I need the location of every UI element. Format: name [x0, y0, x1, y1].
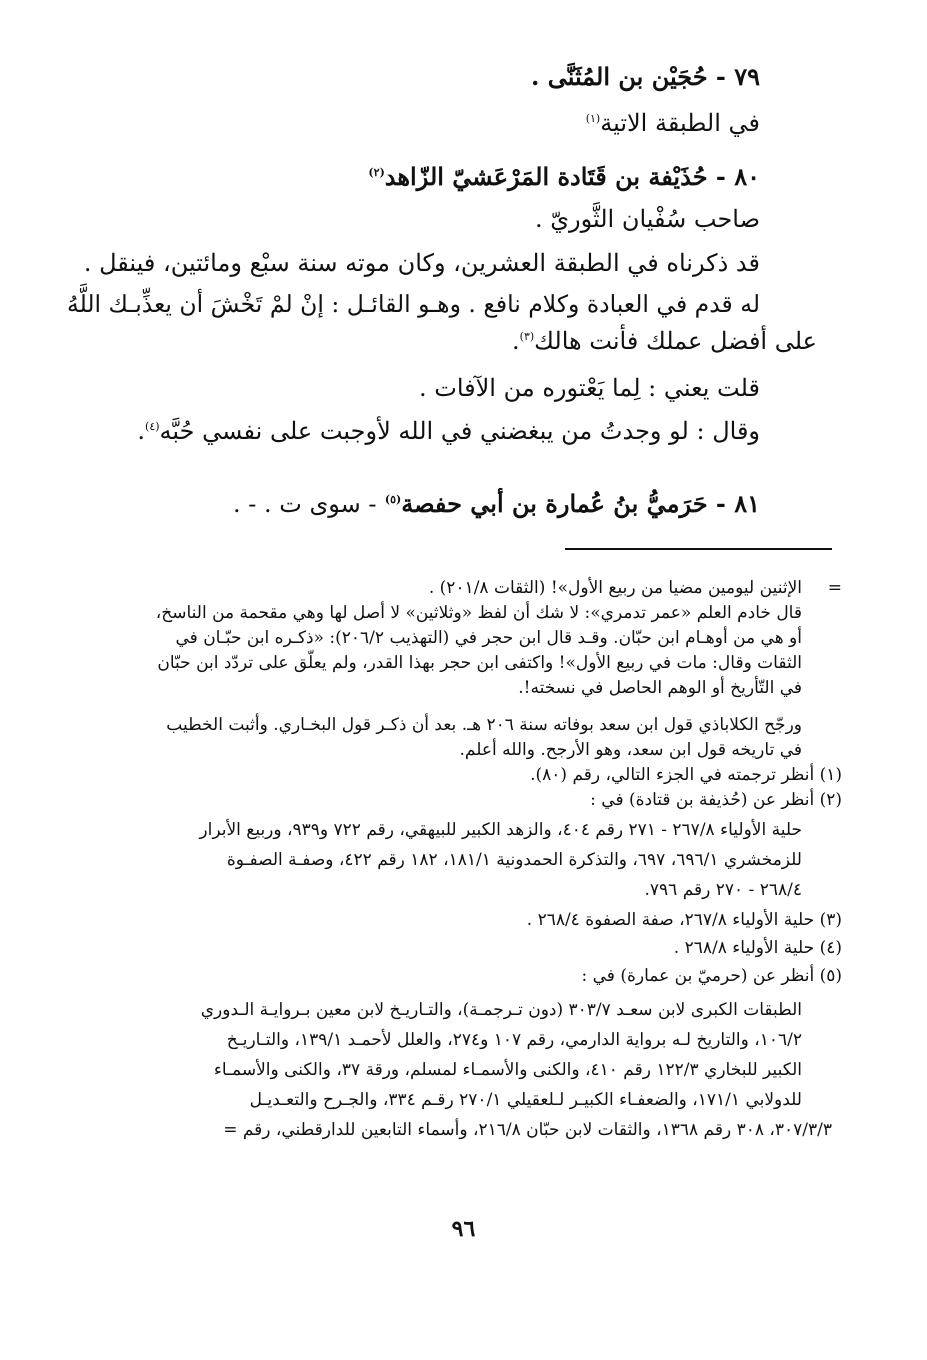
footnote-cont-line-5: في التّأريخ أو الوهم الحاصل في نسخته!.: [518, 678, 802, 698]
entry-80-line-2: قد ذكرناه في الطبقة العشرين، وكان موته سنة سبْع ومائتين، فينقل .: [83, 249, 760, 277]
footnote-5-head: (٥) أنظر عن (حرميّ بن عمارة) في :: [581, 966, 842, 986]
footnote-cont-line-6: ورجّح الكلاباذي قول ابن سعد بوفاته سنة ٢٠٦ هـ. بعد أن ذكـر قول البخـاري. وأثبت الخطيب: [166, 715, 802, 735]
entry-80-line-3: له قدم في العبادة وكلام نافع . وهـو القائـل : إنْ لمْ تَخْشَ أن يعذِّبـك اللَّهُ: [66, 290, 760, 318]
entry-80-line-1: صاحب سُفْيان الثَّوريّ .: [534, 205, 760, 233]
footnote-5-line-2: ١٠٦/٢، والتاريخ لـه برواية الدارمي، رقم ١٠٧ و٢٧٤، والعلل لأحمـد ١٣٩/١، والتـاريـخ: [226, 1030, 802, 1050]
footnote-cont-line-7: في تاريخه قول ابن سعد، وهو الأرجح. والله أعلم.: [459, 740, 802, 760]
footnote-2-line-3: ٢٦٨/٤ - ٢٧٠ رقم ٧٩٦.: [644, 880, 802, 900]
footnote-4: (٤) حلية الأولياء ٢٦٨/٨ .: [673, 938, 842, 958]
footnote-ref-4: (٤): [145, 420, 160, 433]
entry-80-line-4: على أفضل عملك فأنت هالك$^{(٣)}$.: [512, 327, 817, 355]
footnote-cont-line-1: الإثنين ليومين مضيا من ربيع الأول»! (الثقات ٢٠١/٨) .: [428, 578, 802, 598]
footnote-divider: [565, 548, 832, 550]
entry-80-title: ٨٠ - حُذَيْفة بن قَتَادة المَرْعَشيّ الزّاهد$^{(٢)}$: [368, 162, 760, 191]
footnote-continuation-marker: =: [827, 578, 842, 598]
footnote-2-line-1: حلية الأولياء ٢٦٧/٨ - ٢٧١ رقم ٤٠٤، والزهد الكبير للبيهقي، رقم ٧٢٢ و٩٣٩، وربيع الأبرار: [199, 820, 802, 840]
entry-81-title: ٨١ - حَرَميُّ بنُ عُمارة بن أبي حفصة$^{(٥)}$ - سوى ت . - .: [233, 489, 760, 518]
entry-79-title: ٧٩ - حُجَيْن بن المُثَنَّى .: [530, 62, 760, 91]
footnote-cont-line-4: الثقات وقال: مات في ربيع الأول»! واكتفى ابن حجر بهذا القدر، ولم يعلّق على تردّد ابن حبّان: [157, 653, 802, 673]
footnote-ref-3: (٣): [519, 330, 535, 343]
footnote-5-line-3: الكبير للبخاري ١٢٢/٣ رقم ٤١٠، والكنى والأسمـاء لمسلم، ورقة ٣٧، والكنى والأسمـاء: [213, 1060, 802, 1080]
footnote-2-line-2: للزمخشري ٦٩٦/١، ٦٩٧، والتذكرة الحمدونية ١٨١/١، ١٨٢ رقم ٤٢٢، وصفـة الصفـوة: [226, 850, 802, 870]
footnote-5-line-5: ٣٠٧/٣/٣، ٣٠٨ رقم ١٣٦٨، والثقات لابن حبّان ٢١٦/٨، وأسماء التابعين للدارقطني، رقم =: [223, 1120, 832, 1140]
footnote-2-head: (٢) أنظر عن (حُذيفة بن قتادة) في :: [590, 790, 842, 810]
footnote-3: (٣) حلية الأولياء ٢٦٧/٨، صفة الصفوة ٢٦٨/٤ .: [526, 910, 842, 930]
entry-79-text: في الطبقة الاتية$^{(١)}$: [585, 109, 760, 137]
entry-80-line-6: وقال : لو وجدتُ من يبغضني في الله لأوجبت على نفسي حُبَّه$^{(٤)}$.: [137, 417, 760, 445]
footnote-ref-1: (١): [585, 112, 601, 125]
footnote-ref-2: (٢): [368, 166, 385, 179]
footnote-cont-line-3: أو هي من أوهـام ابن حبّان. وقـد قال ابن حجر في (التهذيب ٢٠٦/٢): «ذكـره ابن حبّـان في: [175, 628, 802, 648]
footnote-cont-line-2: قال خادم العلم «عمر تدمري»: لا شك أن لفظ «وثلاثين» لا أصل لها وهي مقحمة من الناسخ،: [155, 603, 802, 623]
footnote-5-line-4: للدولابي ١٧١/١، والضعفـاء الكبيـر لـلعقيلي ٢٧٠/١ رقـم ٣٣٤، والجـرح والتعـديـل: [249, 1090, 802, 1110]
footnote-5-line-1: الطبقات الكبرى لابن سعـد ٣٠٣/٧ (دون تـرجمـة)، والتـاريـخ لابن معين بـروايـة الـدوري: [200, 1000, 802, 1020]
footnote-1: (١) أنظر ترجمته في الجزء التالي، رقم (٨٠).: [530, 765, 842, 785]
entry-80-line-5: قلت يعني : لِما يَعْتوره من الآفات .: [418, 374, 760, 402]
footnote-ref-5: (٥): [384, 493, 402, 506]
page-number: ٩٦: [451, 1216, 476, 1242]
